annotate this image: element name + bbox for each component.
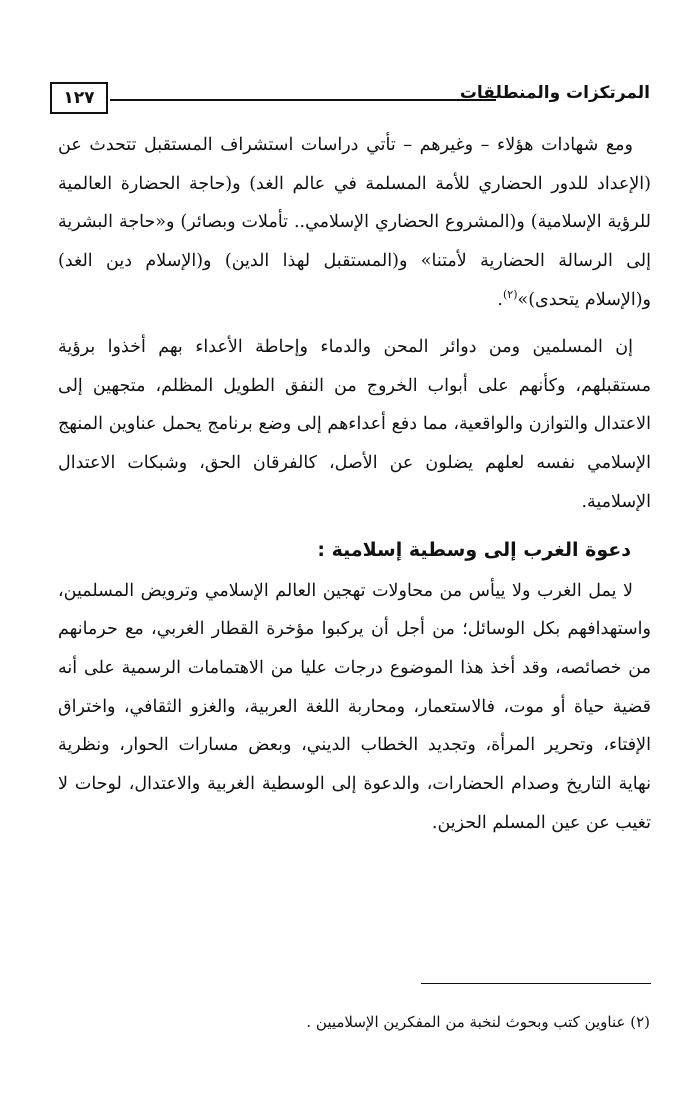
paragraph-1-text: ومع شهادات هؤلاء – وغيرهم – تأتي دراسات استشراف المستقبل تتحدث عن (الإعداد للدور الحضاري للأمة المسلمة في عالم الغد) و(حاجة الحضارة العالمية للرؤية الإسلامية) و(المشروع الحضاري الإسلامي.. تأملات وبصائر) و«حاجة البشرية إلى الرسالة الحضارية لأمتنا» و(المستقبل لهذا الدين) و(الإسلام دين الغد) و(الإسلام يتحدى)»	[58, 135, 651, 310]
running-title: المرتكزات والمنطلقات	[459, 83, 650, 103]
paragraph-2: إن المسلمين ومن دوائر المحن والدماء وإحاطة الأعداء بهم أخذوا برؤية مستقبلهم، وكأنهم على أبواب الخروج من النفق الطويل المظلم، متجهين إلى الاعتدال والتوازن والواقعية، مما دفع أعداءهم إلى وضع برنامج يحمل عناوين المنهج الإسلامي نفسه لعلهم يضلون عن الأصل، كالفرقان الحق، وشبكات الاعتدال الإسلامية.	[58, 337, 651, 512]
paragraph-1	[58, 126, 651, 320]
page-number: ١٢٧	[50, 82, 108, 114]
footnote-reference: (٢)	[502, 287, 518, 301]
paragraph-3: لا يمل الغرب ولا ييأس من محاولات تهجين العالم الإسلامي وترويض المسلمين، واستهدافهم بكل الوسائل؛ من أجل أن يركبوا مؤخرة القطار الغربي، مع حرمانهم من خصائصه، وقد أخذ هذا الموضوع درجات عليا من الاهتمامات الرسمية على أنه قضية حياة أو موت، فالاستعمار، ومحاربة اللغة العربية، والغزو الثقافي، واختراق الإفتاء، وتحرير المرأة، وتجديد الخطاب الديني، وبعض مسارات الحوار، ونظرية نهاية التاريخ وصدام الحضارات، والدعوة إلى الوسطية الغربية والاعتدال، لوحات لا تغيب عن عين المسلم الحزين.	[58, 580, 651, 833]
page-header	[50, 78, 650, 118]
footnote: (٢) عناوين كتب وبحوث لنخبة من المفكرين الإسلاميين .	[306, 1013, 650, 1031]
footnote-separator	[421, 983, 651, 984]
header-rule	[110, 99, 496, 101]
paragraph-1-end: .	[497, 289, 503, 310]
body-text	[58, 126, 651, 842]
section-heading: دعوة الغرب إلى وسطية إسلامية :	[317, 538, 631, 561]
